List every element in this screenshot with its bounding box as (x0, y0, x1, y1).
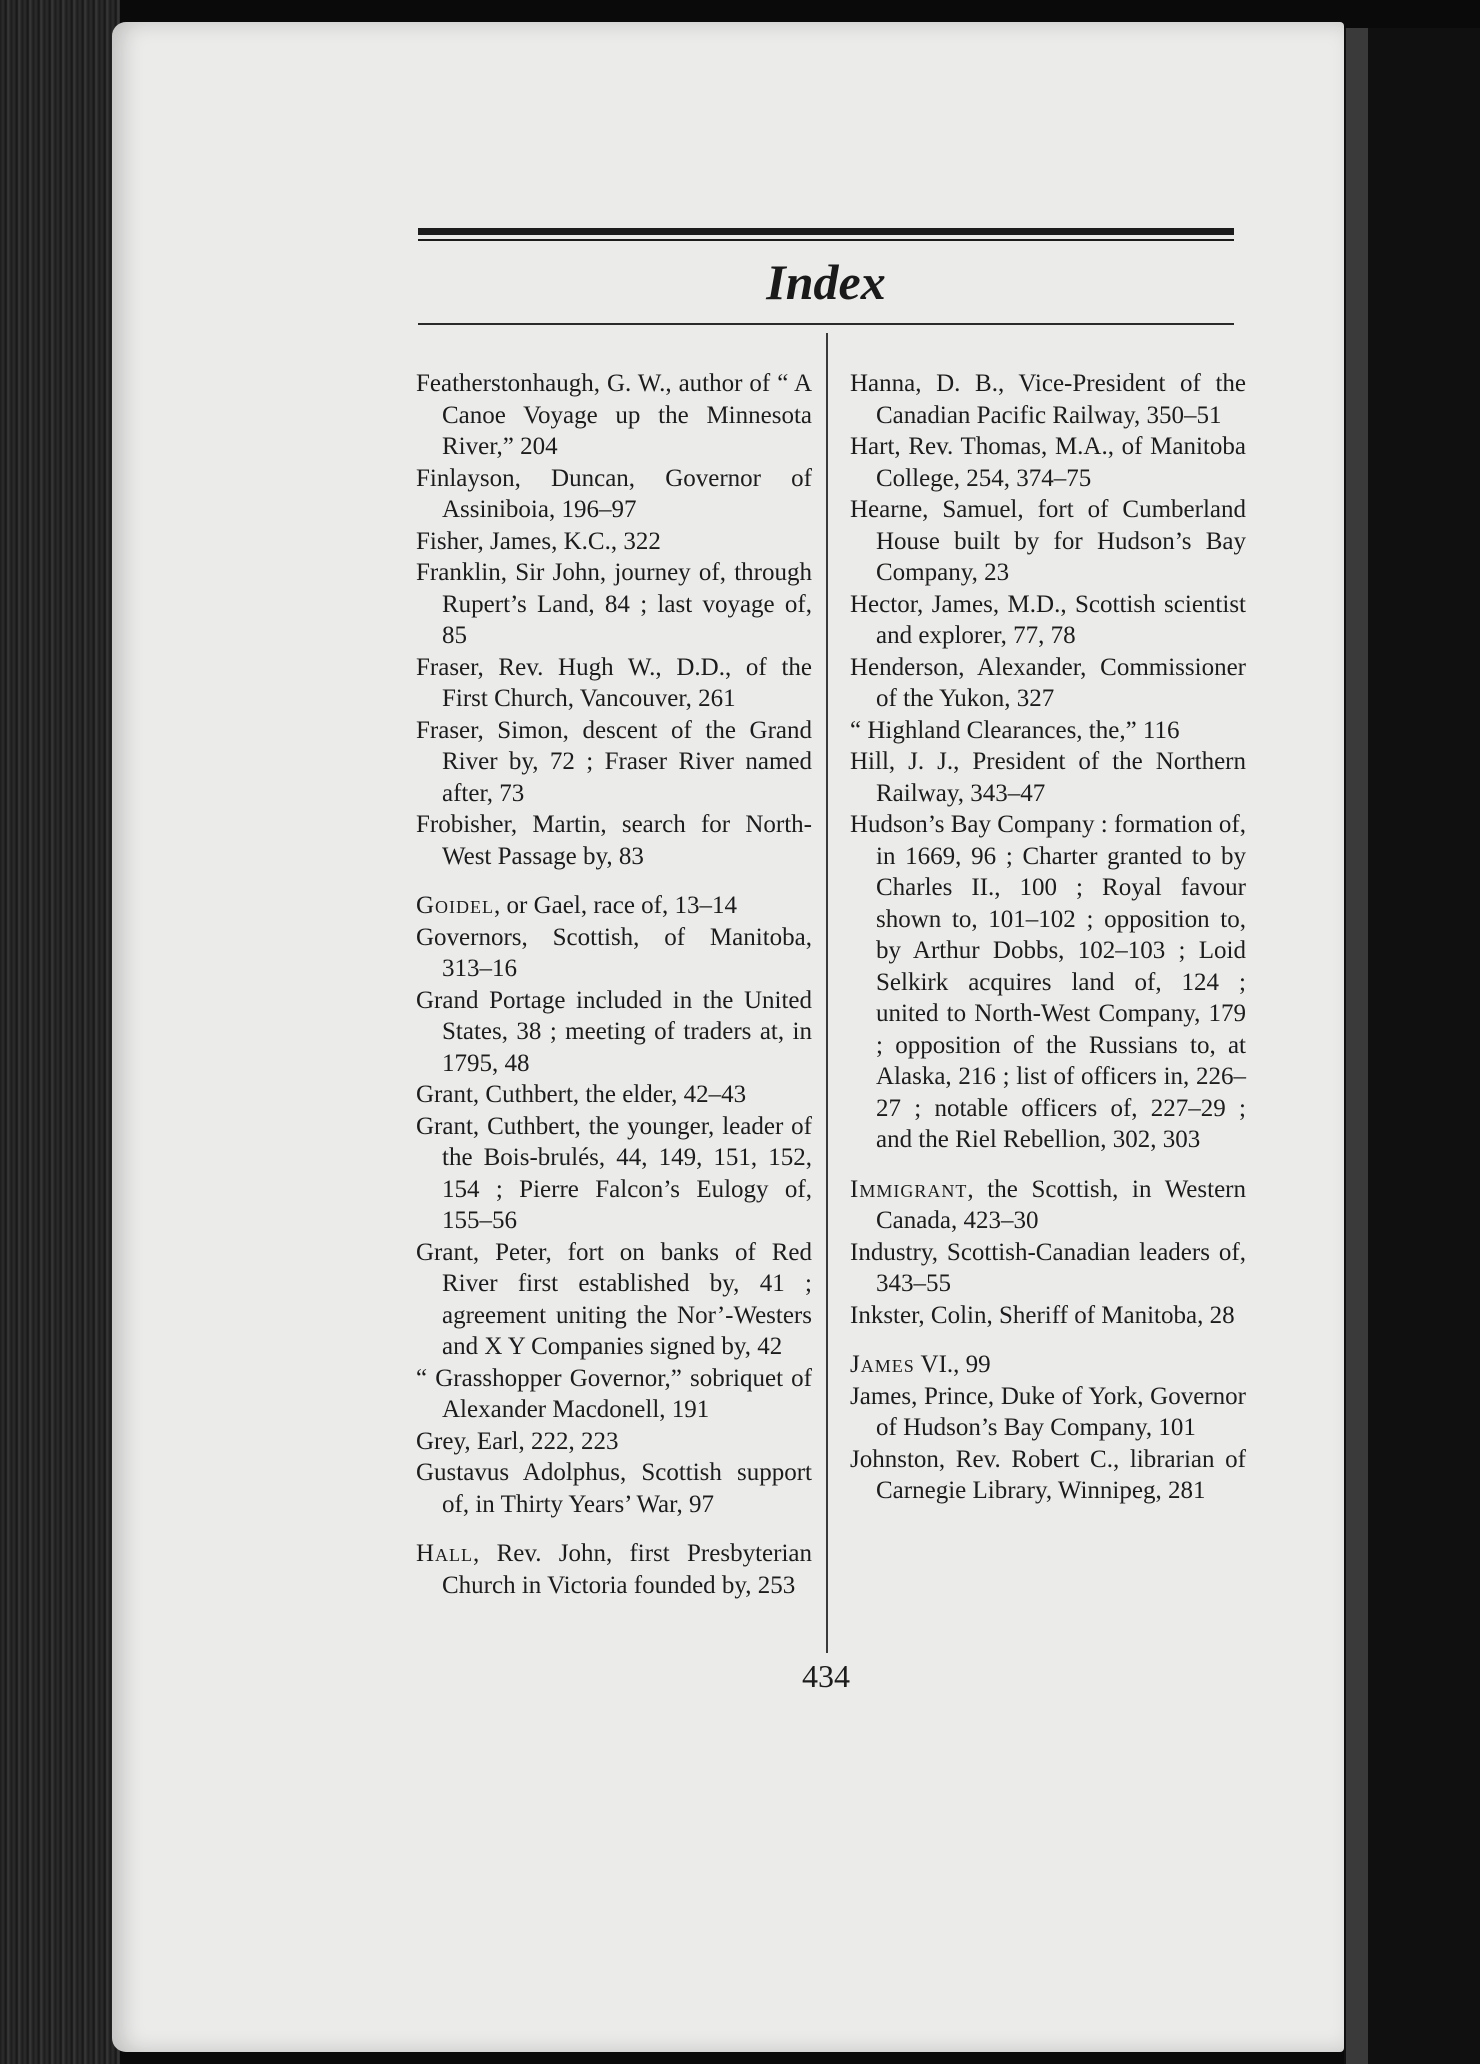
index-entry (416, 368, 812, 463)
index-entry (850, 1237, 1246, 1300)
index-entry-text: , or Gael, race of, 13–14 (494, 892, 738, 919)
index-entry (850, 431, 1246, 494)
index-entry-text: Frobisher, Martin, search for North-West Passage by, 83 (416, 811, 812, 870)
index-entry-text: , the Scottish, in Western Canada, 423–30 (876, 1175, 1246, 1234)
index-entry-text: Fraser, Rev. Hugh W., D.D., of the First Church, Vancouver, 261 (416, 653, 812, 712)
index-entry-text: Grey, Earl, 222, 223 (416, 1427, 619, 1455)
index-entry-text: Hill, J. J., President of the Northern Railway, 343–47 (850, 748, 1246, 807)
facing-page-shadow (1346, 28, 1368, 2064)
index-entry-text: , Rev. John, first Presbyterian Church in Victoria founded by, 253 (442, 1540, 812, 1599)
index-entry-text: Hanna, D. B., Vice-President of the Canadian Pacific Railway, 350–51 (850, 370, 1246, 429)
index-entry-text: Hudson’s Bay Company : formation of, in 1669, 96 ; Charter granted to by Charles II., 100 ; Royal favour shown to, 101–102 ; opposition to, by Arthur Dobbs, 102–103 ; Loid Selkirk acquires land of, 124 ; united to North-West Company, 179 ; opposition of the Russians to, at Alaska, 216 ; list of officers in, 226–27 ; notable officers of, 227–29 ; and the Riel Rebellion, 302, 303 (850, 811, 1246, 1153)
index-entry (416, 463, 812, 526)
index-entry (416, 557, 812, 652)
index-entry (416, 1079, 812, 1111)
index-entry (416, 890, 812, 922)
header-thin-rule (418, 239, 1234, 241)
title-rule (418, 323, 1234, 325)
index-entry-text: Hector, James, M.D., Scottish scientist and explorer, 77, 78 (850, 590, 1246, 649)
index-entry (850, 1349, 1246, 1381)
index-entry (850, 1300, 1246, 1332)
index-entry-text: Industry, Scottish-Canadian leaders of, 343–55 (850, 1238, 1246, 1297)
index-entry-text: Governors, Scottish, of Manitoba, 313–16 (416, 923, 812, 982)
index-entry-text: “ Grasshopper Governor,” sobriquet of Alexander Macdonell, 191 (416, 1364, 812, 1423)
index-entry (416, 1426, 812, 1458)
index-entry (416, 985, 812, 1080)
index-entry (416, 1237, 812, 1363)
index-entry (850, 1381, 1246, 1444)
index-entry-text: James, Prince, Duke of York, Governor of Hudson’s Bay Company, 101 (850, 1382, 1246, 1441)
index-entry (416, 652, 812, 715)
index-column-right (850, 368, 1246, 1507)
index-entry (850, 1174, 1246, 1237)
facing-page-edge (1344, 28, 1480, 2064)
index-entry (416, 1538, 812, 1601)
header-thick-rule (418, 228, 1234, 235)
index-entry-text: Henderson, Alexander, Commissioner of the Yukon, 327 (850, 653, 1246, 712)
index-entry (416, 526, 812, 558)
index-entry-text: Johnston, Rev. Robert C., librarian of Carnegie Library, Winnipeg, 281 (850, 1445, 1246, 1504)
index-entry-lead: Immigrant (850, 1175, 968, 1203)
page-title: Index (766, 254, 886, 310)
index-entry (850, 1444, 1246, 1507)
index-entry-text: Fisher, James, K.C., 322 (416, 527, 661, 555)
index-entry (850, 715, 1246, 747)
index-entry (416, 1111, 812, 1237)
index-entry (850, 589, 1246, 652)
index-entry (416, 715, 812, 810)
index-entry-text: Hearne, Samuel, fort of Cumberland House built by for Hudson’s Bay Company, 23 (850, 496, 1246, 586)
index-entry-text: Gustavus Adolphus, Scottish support of, in Thirty Years’ War, 97 (416, 1459, 812, 1518)
index-entry (416, 809, 812, 872)
index-entry-text: Grant, Cuthbert, the elder, 42–43 (416, 1081, 747, 1108)
index-entry-text: VI., 99 (914, 1351, 991, 1378)
index-entry-text: “ Highland Clearances, the,” 116 (850, 716, 1180, 744)
index-entry-text: Franklin, Sir John, journey of, through Rupert’s Land, 84 ; last voyage of, 85 (416, 559, 812, 649)
page-number: 434 (802, 1658, 850, 1694)
index-entry-text: Inkster, Colin, Sheriff of Manitoba, 28 (850, 1301, 1235, 1329)
index-entry-lead: James (850, 1351, 915, 1378)
book-page-edges (0, 0, 120, 2064)
index-entry-lead: Goidel (416, 892, 495, 919)
index-entry-text: Hart, Rev. Thomas, M.A., of Manitoba College, 254, 374–75 (850, 433, 1246, 492)
index-entry (850, 652, 1246, 715)
index-entry-text: Fraser, Simon, descent of the Grand River by, 72 ; Fraser River named after, 73 (416, 716, 812, 807)
index-entry-text: Grand Portage included in the United States, 38 ; meeting of traders at, in 1795, 48 (416, 986, 812, 1077)
index-entry-text: Featherstonhaugh, G. W., author of “ A Canoe Voyage up the Minnesota River,” 204 (416, 370, 812, 460)
index-entry (850, 494, 1246, 589)
index-entry-text: Grant, Peter, fort on banks of Red River first established by, 41 ; agreement uniting the Nor’-Westers and X Y Companies signed by, 42 (416, 1238, 812, 1360)
index-entry (416, 1363, 812, 1426)
index-entry-text: Finlayson, Duncan, Governor of Assiniboia, 196–97 (416, 464, 812, 523)
index-entry (416, 1457, 812, 1520)
index-column-left (416, 368, 812, 1601)
index-entry (416, 922, 812, 985)
index-entry (850, 809, 1246, 1156)
index-entry-lead: Hall (416, 1540, 474, 1567)
column-divider (826, 333, 828, 1653)
index-entry (850, 368, 1246, 431)
index-entry-text: Grant, Cuthbert, the younger, leader of the Bois-brulés, 44, 149, 151, 152, 154 ; Pierre Falcon’s Eulogy of, 155–56 (416, 1112, 812, 1234)
index-entry (850, 746, 1246, 809)
